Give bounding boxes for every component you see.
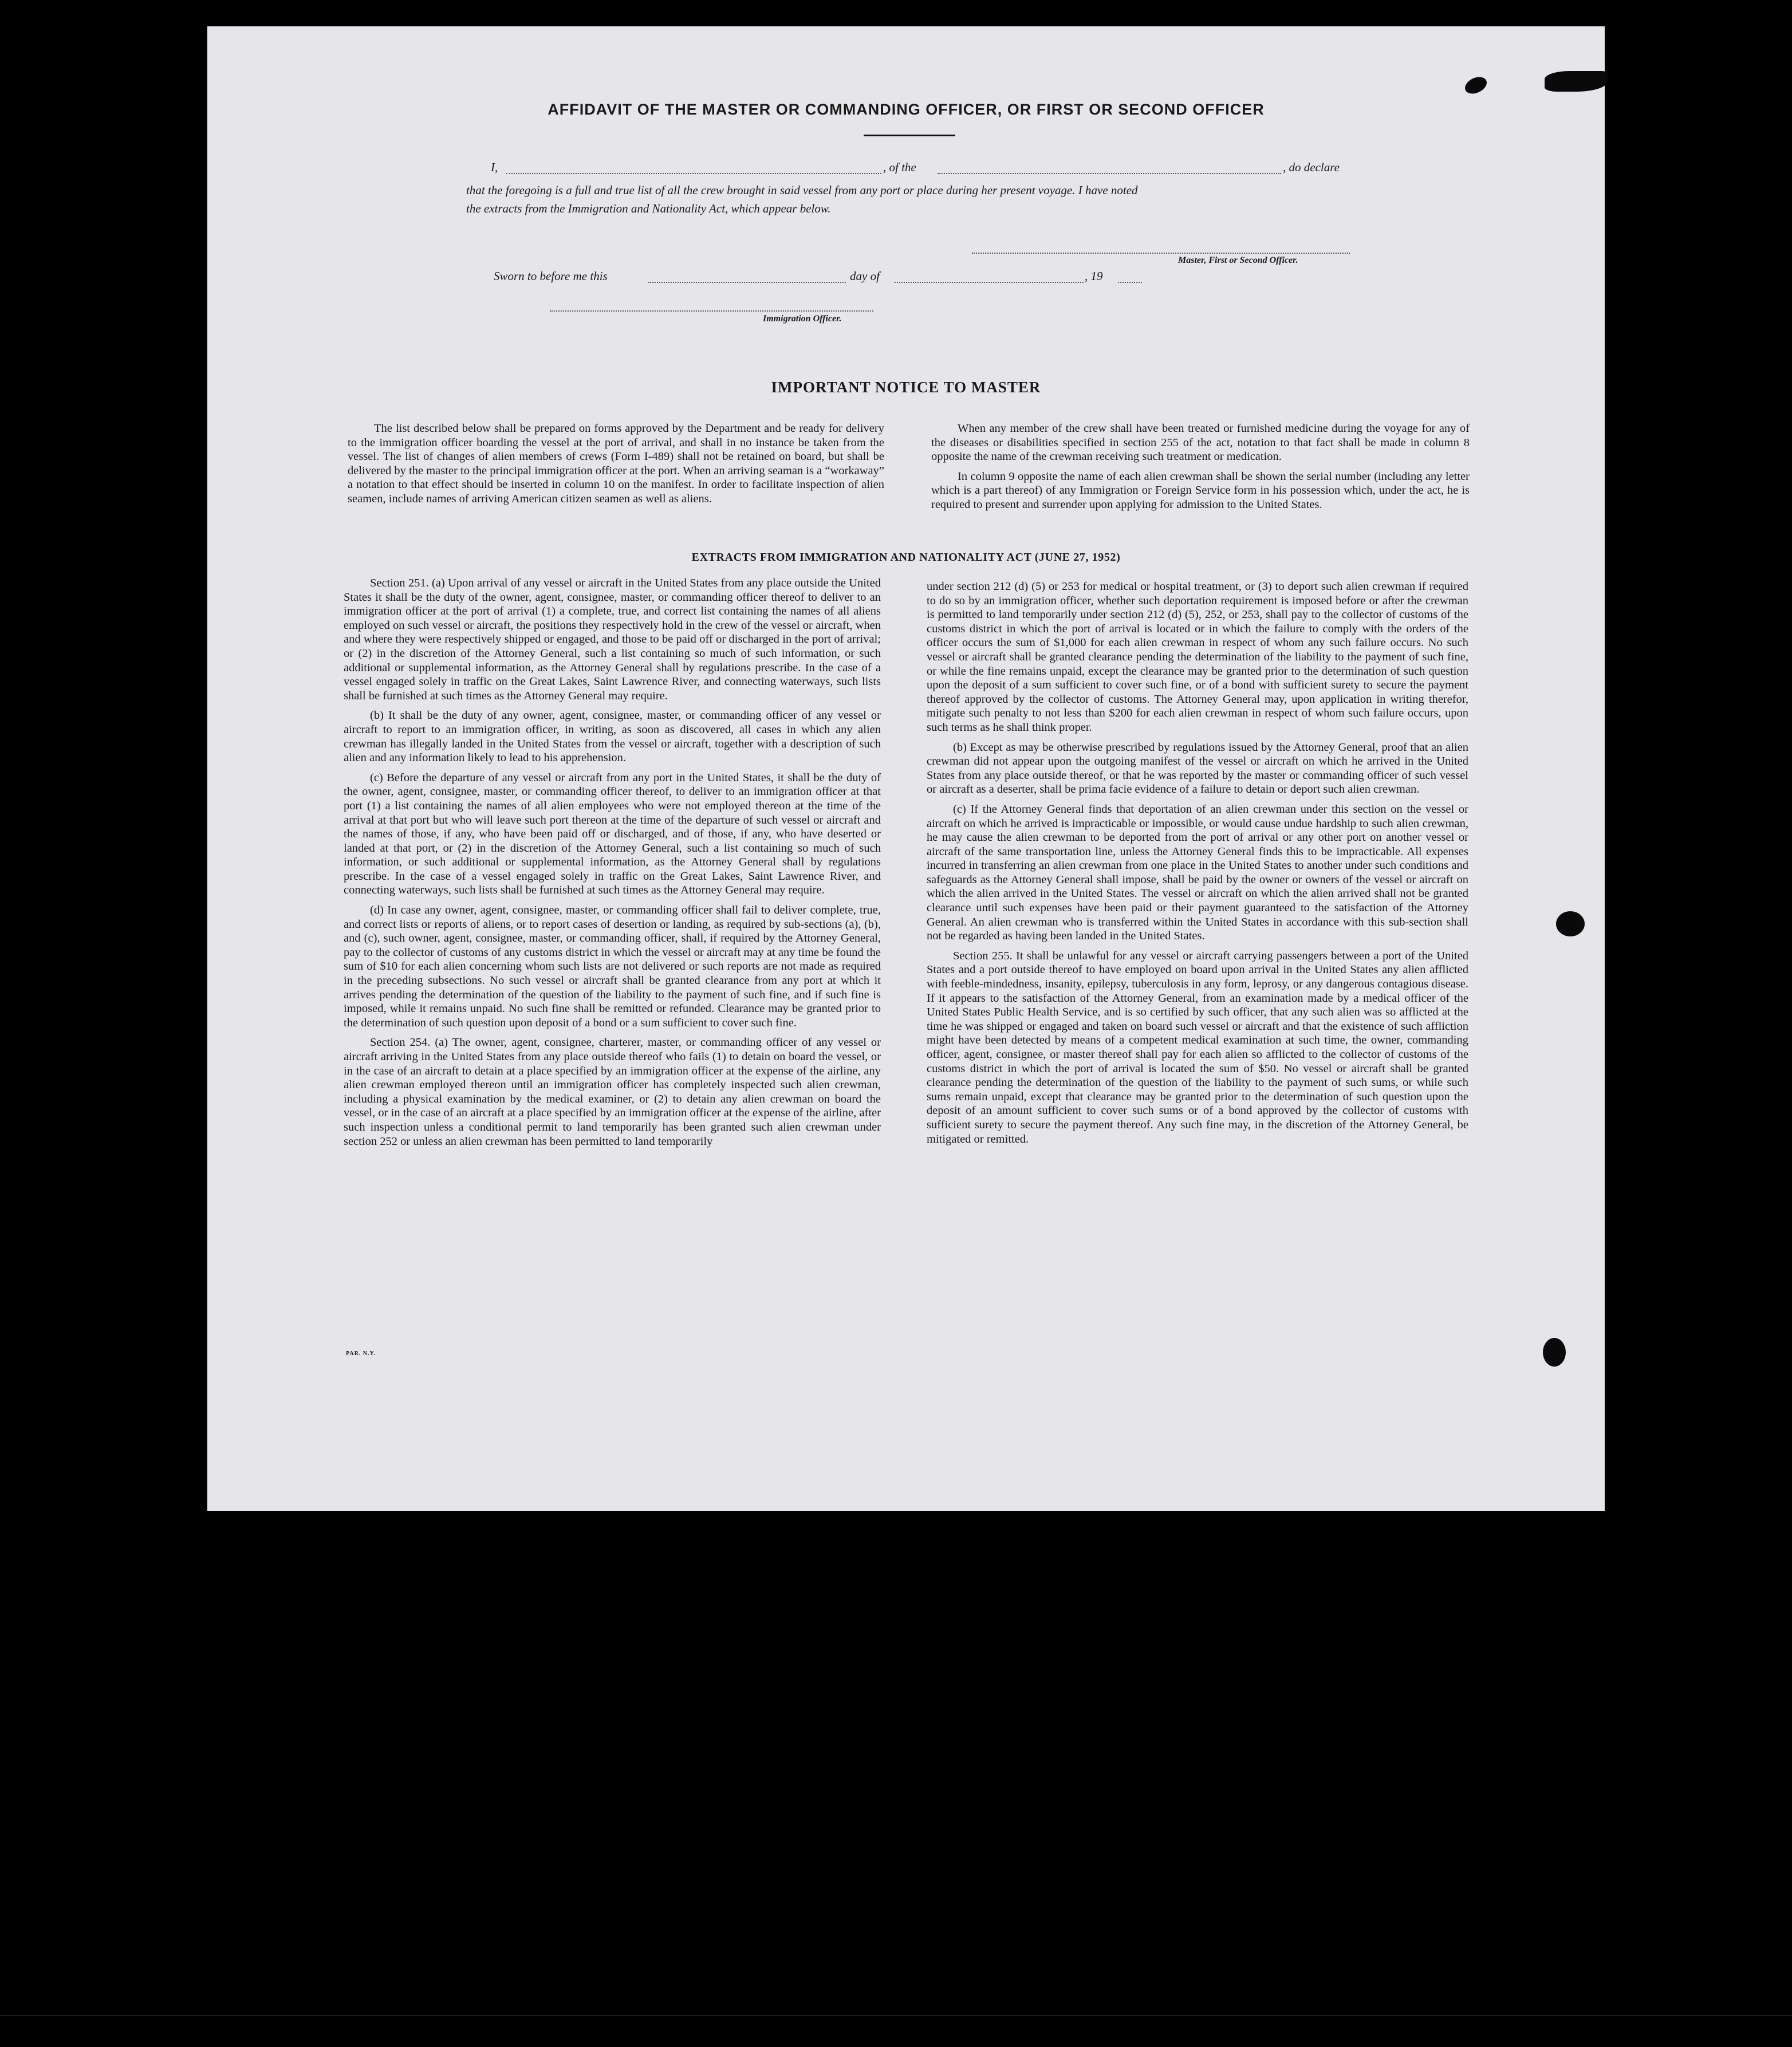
name-field[interactable]: [506, 173, 881, 174]
notice-right-column: [931, 422, 1470, 518]
document-page: [207, 26, 1605, 1511]
section-paragraph: Section 255. It shall be unlawful for any vessel or aircraft carrying passengers between a port of the United States and a port outside thereof to have employed on board upon arrival in the United States any alien afflicted with feeble-mindedness, insanity, epilepsy, tuberculosis in any form, leprosy, or any dangerous contagious disease. If it appears to the satisfaction of the Attorney General, from an examination made by a medical officer of the United States Public Health Service, and is so certified by such officer, that any such alien was so afflicted at the time he was shipped or engaged and taken on board such vessel or aircraft and that the existence of such affliction might have been detected by means of a competent medical examination at such time, the owner, commanding officer, agent, consignee, or master thereof shall pay for each alien so afflicted to the collector of customs of the customs district in which the port of arrival is located the sum of $50. No vessel or aircraft shall be granted clearance pending the determination of the question of the liability to the payment of such sums, or while such sums remain unpaid, except that clearance may be granted prior to the determination of such question upon the deposit of an amount sufficient to cover such sums or of a bond approved by the collector of customs with sufficient surety to secure the payment thereof. Any such fine may, in the discretion of the Attorney General, be mitigated or remitted.: [927, 949, 1468, 1145]
day-of-label: day of: [850, 269, 880, 283]
i-label: I,: [491, 160, 498, 174]
notice-paragraph: When any member of the crew shall have been treated or furnished medicine during the voyage for any of the diseases or disabilities specified in section 255 of the act, notation to that fact shall be made in column 8 opposite the name of the crewman receiving such treatment or medication.: [931, 422, 1470, 463]
punch-hole: [1543, 1338, 1566, 1367]
master-caption: Master, First or Second Officer.: [1178, 255, 1298, 265]
section-paragraph: under section 212 (d) (5) or 253 for medical or hospital treatment, or (3) to deport such alien crewman if required to do so by an immigration officer, whether such deportation requirement is imposed before or after the crewman is permitted to land temporarily under section 212 (d) (5), 252, or 253, shall pay to the collector of customs of the customs district in which the port of arrival is located or in which the failure to comply with the orders of the officer occurs the sum of $1,000 for each alien crewman in respect of whom any such failure occurs. No such vessel or aircraft shall be granted clearance pending the determination of the liability to the payment of such fine, or while the fine remains unpaid, except the clearance may be granted prior to the determination of such question upon the deposit of a sum sufficient to cover such fine, or of a bond with sufficient surety to secure the payment thereof approved by the collector of customs. The Attorney General may, upon application in writing therefor, mitigate such penalty to not less than $200 for each alien crewman in respect of whom such failure occurs, upon such terms as he shall think proper.: [927, 580, 1468, 734]
section-paragraph: (b) Except as may be otherwise prescribed by regulations issued by the Attorney General, proof that an alien crewman did not appear upon the outgoing manifest of the vessel or aircraft on which he arrived in the United States from any place outside thereof, or that he was reported by the master or commanding officer of such vessel or aircraft as a deserter, shall be prima facie evidence of a failure to detain or deport such alien crewman.: [927, 741, 1468, 796]
section-paragraph: (b) It shall be the duty of any owner, agent, consignee, master, or commanding officer of any vessel or aircraft to report to an immigration officer, in writing, as soon as discovered, all cases in which any alien crewman has illegally landed in the United States from the vessel or aircraft, together with a description of such alien and any information likely to lead to his apprehension.: [344, 709, 881, 765]
sworn-label: Sworn to before me this: [494, 269, 608, 283]
sworn-month-field[interactable]: [895, 282, 1084, 283]
notice-left-column: [348, 422, 884, 512]
notice-paragraph: In column 9 opposite the name of each alien crewman shall be shown the serial number (including any letter which is a part thereof) of any Immigration or Foreign Service form in his possession which, under the act, he is required to present and surrender upon applying for admission to the United States.: [931, 470, 1470, 511]
section-paragraph: Section 251. (a) Upon arrival of any vessel or aircraft in the United States from any place outside the United States it shall be the duty of the owner, agent, consignee, master, or commanding officer thereof to deliver to an immigration officer at the port of arrival (1) a complete, true, and correct list containing the names of all aliens employed on such vessel or aircraft, the positions they respectively hold in the crew of the vessel or aircraft, when and where they were respectively shipped or engaged, and those to be paid off or discharged in the port of arrival; or (2) in the discretion of the Attorney General, such a list containing so much of such information, or such additional or supplemental information, as the Attorney General shall by regulations prescribe. In the case of a vessel engaged solely in traffic on the Great Lakes, Saint Lawrence River, and connecting waterways, such lists shall be furnished at such times as the Attorney General may require.: [344, 577, 881, 702]
extracts-title: EXTRACTS FROM IMMIGRATION AND NATIONALITY ACT (JUNE 27, 1952): [691, 551, 1121, 564]
year-label: , 19: [1085, 269, 1103, 283]
notice-title: IMPORTANT NOTICE TO MASTER: [771, 379, 1041, 396]
do-declare-label: , do declare: [1283, 160, 1340, 174]
ink-blot: [1462, 74, 1489, 97]
declaration-text-2: the extracts from the Immigration and Nationality Act, which appear below.: [466, 202, 831, 215]
section-paragraph: (d) In case any owner, agent, consignee, master, or commanding officer shall fail to deliver complete, true, and correct lists or reports of aliens, or to report cases of desertion or landing, as required by sub-sections (a), (b), and (c), such owner, agent, consignee, master, or commanding officer, shall, if required by the Attorney General, pay to the collector of customs of any customs district in which the vessel or aircraft may at any time be found the sum of $10 for each alien concerning whom such lists are not delivered or such reports are not made as required in the preceding subsections. No such vessel or aircraft shall be granted clearance from any port at which it arrives pending the determination of the question of the liability to the payment of such fine, and if such fine is imposed, while it remains unpaid. No such fine shall be remitted or refunded. Clearance may be granted prior to the determination of such question upon deposit of a bond or a sum sufficient to cover such fine.: [344, 904, 881, 1029]
section-paragraph: (c) Before the departure of any vessel or aircraft from any port in the United States, it shall be the duty of the owner, agent, consignee, master, or commanding officer thereof, to deliver to an immigration officer at that port (1) a list containing the names of all alien employees who were not employed thereon at the time of the arrival at that port but who will leave such port thereon at the time of the departure of such vessel or aircraft and the names of those, if any, who have been paid off or discharged, and of those, if any, who have deserted or landed at that port, or (2) in the discretion of the Attorney General, such a list containing so much of such information, or such additional or supplemental information, as the Attorney General shall by regulations prescribe. In the case of a vessel engaged solely in traffic on the Great Lakes, Saint Lawrence River, and connecting waterways, such lists shall be furnished at such times as the Attorney General may require.: [344, 771, 881, 897]
section-paragraph: (c) If the Attorney General finds that deportation of an alien crewman under this section on the vessel or aircraft on which he arrived is impracticable or impossible, or would cause undue hardship to such alien crewman, he may cause the alien crewman to be deported from the port of arrival or any other port on another vessel or aircraft of the same transportation line, unless the Attorney General finds this to be impracticable. All expenses incurred in transferring an alien crewman from one place in the United States to another under such conditions and safeguards as the Attorney General shall impose, shall be paid by the owner or owners of the vessel or aircraft on which the alien arrived in the United States. The vessel or aircraft on which the alien arrived shall not be granted clearance until such expenses have been paid or their payment guaranteed to the satisfaction of the Attorney General. An alien crewman who is transferred within the United States in accordance with this sub-section shall not be regarded as having been landed in the United States.: [927, 802, 1468, 943]
master-signature-field[interactable]: [972, 253, 1350, 254]
of-the-label: , of the: [883, 160, 916, 174]
notice-paragraph: The list described below shall be prepared on forms approved by the Department and be ready for delivery to the immigration officer boarding the vessel at the port of arrival, and shall in no instance be taken from the vessel. The list of changes of alien members of crews (Form I-489) shall not be retained on board, but shall be delivered by the master to the principal immigration officer at the port. When an arriving seaman is a “workaway” a notation to that effect should be inserted in column 10 on the manifest. In order to facilitate inspection of alien seamen, include names of arriving American citizen seamen as well as aliens.: [348, 422, 884, 505]
declaration-text-1: that the foregoing is a full and true list of all the crew brought in said vessel from any port or place during her present voyage. I have noted: [466, 183, 1138, 197]
title-underline: [864, 135, 955, 136]
sworn-year-field[interactable]: [1118, 282, 1142, 283]
extracts-right-column: [927, 580, 1468, 1152]
immigration-officer-signature-field[interactable]: [550, 310, 873, 312]
extracts-left-column: [344, 576, 881, 1154]
sworn-day-field[interactable]: [648, 282, 846, 283]
punch-hole: [1556, 911, 1585, 936]
ink-blot: [1545, 71, 1608, 92]
affidavit-title: AFFIDAVIT OF THE MASTER OR COMMANDING OFFICER, OR FIRST OR SECOND OFFICER: [548, 101, 1265, 118]
immigration-officer-caption: Immigration Officer.: [763, 314, 842, 324]
vessel-field[interactable]: [938, 173, 1281, 174]
section-paragraph: Section 254. (a) The owner, agent, consignee, charterer, master, or commanding officer of any vessel or aircraft arriving in the United States from any place outside thereof who fails (1) to detain on board the vessel, or in the case of an aircraft to detain at a place specified by an immigration officer at the expense of the airline, any alien crewman employed thereon until an immigration officer has completely inspected such alien crewman, including a physical examination by the medical examiner, or (2) to detain any alien crewman on board the vessel, or in the case of an aircraft at a place specified by an immigration officer at the expense of the airline, after such inspection unless a conditional permit to land temporarily has been granted such alien crewman under section 252 or unless an alien crewman has been permitted to land temporarily: [344, 1036, 881, 1148]
printer-mark: PAR. N.Y.: [346, 1351, 376, 1357]
